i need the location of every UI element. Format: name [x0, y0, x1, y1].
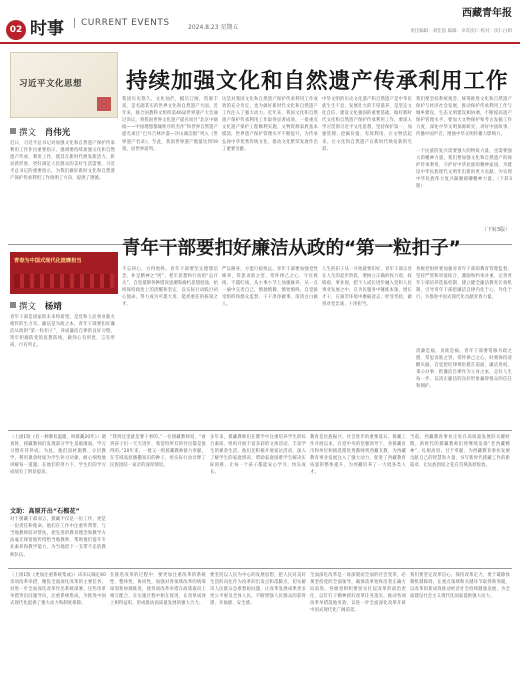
- article3-col6: 当前，西藏教育事业正处在高质量发展的关键时期。新时代的援藏教师们将继续发扬“老西藏精神”，扎根高原、甘于奉献，为西藏教育事业发展贡献自己的智慧和力量，书写新时代援藏工作的新篇章，让民族团结之花在雪域高原绽放。: [410, 435, 510, 469]
- article4-col3: 要坚持以人民为中心的发展思想，把人民对美好生活的向往作为改革的出发点和落脚点，切实解决人民群众急难愁盼问题，让改革发展成果更多更公平惠及全体人民，不断增强人民群众的获得感、幸福感、安全感。: [210, 573, 306, 607]
- section-divider: [8, 568, 512, 569]
- byline-marker-icon: [10, 128, 16, 134]
- article2-col3: 严以修身，方能行稳致远。青年干部要加强党性修养，常思贪欲之害，常怀律己之心，守住底线、不越红线，从小事小节上加强修养，从一点一滴中完善自己，慎独慎微、慎始慎终，自觉接受组织和群众监督，干干净净做事、清清白白做人。: [222, 267, 318, 308]
- article1-col2: 我国历史悠久，文化灿烂，幅员辽阔，资源丰富，是名副其实的世界文化和自然遗产大国。近年来，联合国教科文组织第46届世界遗产大会通过决议，将我国世界文化遗产提名项目“北京中轴线——中国理想都城秩序的杰作”和世界自然遗产提名项目“巴丹吉林沙漠—沙山湖泊群”列入《世界遗产名录》。至此，我国世界遗产数量达到59项，居世界前列。: [122, 97, 218, 152]
- article2-col4: 人生的扣子从一开始就要扣好。青年干部正处在人生的起步阶段，要树立正确的权力观、政绩观、事业观，把个人成长进步融入党和人民事业发展之中，在为民服务中锤炼本领、增长才干，在艰苦环境中磨砺意志、经受考验，做到对党忠诚、干净担当。: [322, 267, 412, 308]
- article2-headline: 青年干部要扣好廉洁从政的“第一粒扣子”: [122, 238, 461, 259]
- banner-decoration: [14, 274, 114, 288]
- section-title-en: CURRENT EVENTS: [74, 18, 170, 28]
- article1-image-caption: 习近平文化思想: [19, 79, 83, 89]
- section-title: 时事: [30, 19, 64, 39]
- continued-note: （下转3版）: [481, 227, 510, 233]
- article4-col1: （上接1版《更加注重系统集成》）该决议确定60余项改革举措，聚焦全面深化改革的主要任务，对进一步全面深化改革作出系统部署。这些改革举措突出问题导向，注重系统集成，为推进中国式现代化提供了强大动力和制度保障。: [10, 573, 106, 607]
- byline-marker-icon: [10, 302, 16, 308]
- section-divider: [8, 430, 512, 431]
- article1-col5: 我们要坚持系统观念，统筹推进文化和自然遗产保护与经济社会发展，推动保护传承利用工作与城乡建设、生态文明建设相协调，不断提高遗产保护管理水平。要加大文物保护和考古发掘工作力度，深化中华文明探源研究，讲好中国故事，传播中国声音，增强中华文明传播力影响力。: [416, 97, 512, 138]
- byline-author: 肖伟光: [44, 128, 71, 138]
- article3-col5: 教育是民族振兴、社会进步的重要基石。援藏工作开展以来，在党中央的坚强领导下，各援藏省市和单位积极选派优秀教师到西藏支教，为西藏教育事业发展注入了强大动力，促进了西藏教育质量的整体提升，为西藏培养了一大批各类人才。: [310, 435, 406, 476]
- article3-col4: 多年来，援藏教师们在教学中注重培养学生的综合素质，组织开展丰富多彩的文体活动，丰富学生的课余生活。他们还积极开展家访活动，深入了解学生的家庭情况，帮助家庭困难学生解决实际困难，让每一个孩子都能安心学习、快乐成长。: [210, 435, 306, 476]
- article3-subheading: 文助：高原开出“石榴花”: [10, 508, 80, 515]
- article2-banner-image: [10, 252, 118, 294]
- article1-col3: 这是对我国文化和自然遗产保护传承利用工作成效的充分肯定，也为做好新时代文化和自然遗产工作注入了强大动力。近年来，我国文化和自然遗产保护传承利用工作取得显著成效，一批重点文化遗产保护工程顺利实施，文物资源家底基本摸清，世界遗产保护管理水平不断提升，为传承弘扬中华优秀传统文化、推动文化繁荣发展作出了重要贡献。: [222, 97, 318, 152]
- article3-col3: “我到这里就是要干事的。”一位援藏教师说，“看到孩子们一天天进步，我觉得所有的付出都是值得的。”20年来，一批又一批援藏教师接力奉献，在雪域高原播撒知识的种子，用实际行动诠释了民族团结一家亲的深厚情谊。: [110, 435, 206, 469]
- masthead: [0, 0, 520, 44]
- weekday-text: 星期五: [220, 24, 239, 31]
- article1-headline: 持续加强文化和自然遗产传承利用工作: [126, 69, 509, 94]
- page-number-badge: 02: [6, 20, 26, 40]
- article1-byline: [10, 126, 70, 138]
- article2-col6: 清廉是福，贪欲是祸。青年干部要常修为政之德、常思贪欲之害、常怀律己之心，时刻保持清醒头脑，自觉把纪律规矩挺在前面，廉洁用权、秉公办事，把廉洁自律作为立身之本，走好人生每一步，以清正廉洁的良好形象赢得群众的信任和拥护。: [416, 349, 512, 390]
- article3-col1: （上接1版《有一种教育温暖，叫援藏20年》）调查时，援藏教师们发现部分学生基础薄弱，学习习惯有待养成。为此，他们因材施教、分层教学，利用课余时间为学生补习功课，耐心细致地讲解每一道题。在他们的努力下，学生们的学习成绩有了明显提高。: [10, 435, 106, 476]
- byline-label: 撰文: [19, 302, 37, 312]
- article2-byline: [10, 300, 62, 312]
- article2-col1: 青年干部是国家的未来和希望，是党和人民事业薪火相传的生力军。廉洁是为政之本，青年干部要扣好廉洁从政的“第一粒扣子”，养成廉洁自律的良好习惯，筑牢拒腐防变的思想防线，做到心有所畏、言有所戒、行有所止。: [10, 315, 115, 349]
- article3-col2: [10, 506, 106, 564]
- seal-mark: [97, 97, 111, 111]
- article4-col5: 我们要坚定改革信心，保持改革定力，勇于破除体制机制障碍，在重点领域和关键环节取得新突破，以改革的新成效推动经济社会持续健康发展，为全面建设社会主义现代化国家提供强大动力。: [410, 573, 510, 600]
- article2-col2: 不忘初心，方得始终。青年干部要坚定理想信念，补足精神之“钙”，把牢思想和行动的“总开关”，自觉抵制各种错误思潮和腐朽思想侵蚀，始终保持政治上的清醒和坚定，以实际行动践行初心使命，努力成为可堪大用、能担重任的栋梁之才。: [122, 267, 218, 308]
- article1-col1: 近日，习近平总书记对加强文化和自然遗产保护传承利用工作作出重要指示，强调要持续加强文化和自然遗产传承、利用工作，使其在新时代焕发新活力，彰显新形象，更好满足人民群众的美好生活需要。习近平总书记的重要指示，为我们做好新时文化和自然遗产保护传承利用工作指明了方向，提供了遵循。: [10, 141, 115, 182]
- article2-col5: 各级党组织要加强对青年干部的教育管理监督，坚持严管和厚爱结合、激励和约束并重，完善青年干部培养选拔机制，建立健全廉洁教育长效机制，引导青年干部把廉洁自律内化于心、外化于行，为推进中国式现代化贡献青春力量。: [416, 267, 512, 301]
- issue-date: [188, 22, 238, 31]
- date-text: 2024.8.23: [188, 24, 219, 31]
- article3-col2-text: 对于援藏干部而言，援藏不仅是一份工作，更是一份责任和使命。他们在工作中注重传帮带，与当地教师结对帮扶，把先进的教育理念和教学方法毫无保留地传授给当地教师，帮助他们提升专业素养和教学能力，为当地留下一支带不走的教师队伍。: [10, 517, 106, 558]
- editor-credits: 责任编辑：刘佳依 编辑：卓次次仁 校对：次仁白姆: [410, 29, 512, 34]
- article1-image: [10, 52, 118, 118]
- article4-col4: 全面深化改革是一场深刻而全面的社会变革，必须坚持党的全面领导，确保改革始终沿着正确方向前进。各级党组织要切实扛起改革的政治责任，以钉钉子精神抓好改革任务落实，推动各项改革举措落地见效，以进一步全面深化改革开辟中国式现代化广阔前景。: [310, 573, 406, 614]
- article2-banner-text: 青春为中国式现代化挺膺担当: [14, 258, 82, 264]
- byline-author: 杨靖: [44, 302, 62, 312]
- byline-label: 撰文: [19, 128, 37, 138]
- paper-name: 西藏青年报: [462, 8, 512, 19]
- article1-col4: 中华文明的历史文化遗产和自然遗产是中华民族生生不息、发展壮大的丰厚滋养，是坚定文化自信、建设文化强国的重要基础。做好新时代文化和自然遗产保护传承利用工作，要深入学习贯彻习近平文化思想，坚持保护第一、加强管理、挖掘价值、有效利用、让文物活起来，让文化和自然遗产在新时代焕发新的光彩。: [322, 97, 412, 152]
- article4-col2: 在推进改革的过程中，要更加注重改革的系统性、整体性、协同性，加强对各领域改革的统筹谋划和协调推进，使各项改革举措在政策取向上相互配合、在实施过程中相互促进、在改革成效上相得益彰，形成推动高质量发展的强大合力。: [110, 573, 206, 607]
- article1-col6: 一个民族的复兴需要强大的物质力量，也需要强大的精神力量。我们要加强文化和自然遗产的保护传承利用，守护好中华民族的精神家园，为建设中华民族现代文明作出新的更大贡献，为实现中华民族伟大复兴凝聚磅礴精神力量。（下转3版）: [416, 149, 512, 190]
